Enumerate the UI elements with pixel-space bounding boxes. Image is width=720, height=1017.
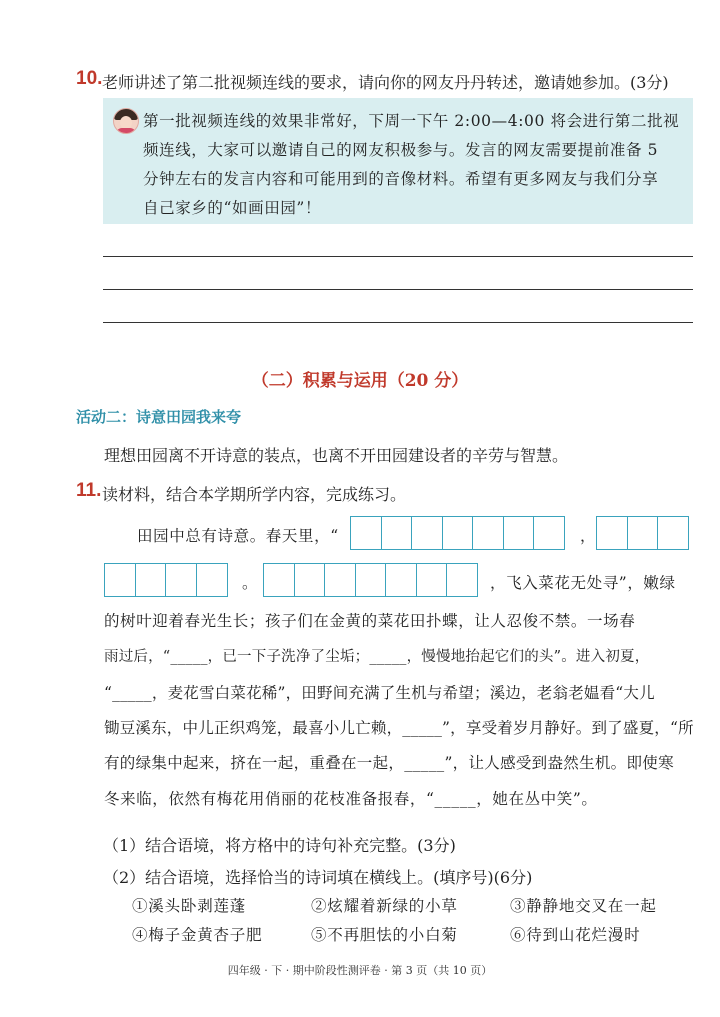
option-1: ①溪头卧剥莲蓬 bbox=[132, 897, 247, 915]
activity-title: 活动二：诗意田园我来夸 bbox=[76, 409, 242, 426]
sub-question-2: （2）结合语境，选择恰当的诗词填在横线上。(填序号)(6分) bbox=[103, 868, 533, 887]
poem-box[interactable] bbox=[503, 516, 535, 550]
poem-box[interactable] bbox=[533, 516, 565, 550]
passage-line-7: 有的绿集中起来，挤在一起，重叠在一起，_____”，让人感受到盎然生机。即使寒 bbox=[104, 754, 674, 772]
poem-box[interactable] bbox=[135, 563, 167, 597]
poem-box-group-1[interactable] bbox=[350, 516, 564, 550]
poem-box[interactable] bbox=[627, 516, 659, 550]
question-10-number: 10. bbox=[76, 68, 103, 89]
section-intro: 理想田园离不开诗意的装点，也离不开田园建设者的辛劳与智慧。 bbox=[104, 446, 569, 465]
poem-box[interactable] bbox=[416, 563, 448, 597]
poem-box[interactable] bbox=[411, 516, 443, 550]
message-line-1: 第一批视频连线的效果非常好，下周一下午 2:00—4:00 将会进行第二批视 bbox=[143, 112, 680, 130]
poem-box[interactable] bbox=[324, 563, 356, 597]
poem-box[interactable] bbox=[385, 563, 417, 597]
poem-box[interactable] bbox=[196, 563, 228, 597]
poem-box[interactable] bbox=[165, 563, 197, 597]
poem-box[interactable] bbox=[381, 516, 413, 550]
passage-line-8: 冬来临，依然有梅花用俏丽的花枝准备报春，“_____，她在丛中笑”。 bbox=[104, 790, 598, 808]
message-line-4: 自己家乡的“如画田园”！ bbox=[143, 199, 322, 217]
message-line-2: 频连线，大家可以邀请自己的网友积极参与。发言的网友需要提前准备 5 bbox=[143, 141, 659, 159]
passage-line-1-comma: ， bbox=[580, 527, 597, 545]
poem-box[interactable] bbox=[104, 563, 136, 597]
poem-box[interactable] bbox=[294, 563, 326, 597]
option-5: ⑤不再胆怯的小白菊 bbox=[311, 926, 458, 944]
teacher-avatar-icon bbox=[113, 108, 139, 134]
option-2: ②炫耀着新绿的小草 bbox=[311, 897, 458, 915]
passage-line-2-period: 。 bbox=[242, 574, 259, 592]
poem-box-group-3[interactable] bbox=[104, 563, 226, 597]
answer-line-2[interactable] bbox=[103, 289, 693, 290]
option-3: ③静静地交叉在一起 bbox=[510, 897, 657, 915]
passage-line-6: 锄豆溪东，中儿正织鸡笼，最喜小儿亡赖，_____”，享受着岁月静好。到了盛夏，“所 bbox=[104, 719, 694, 737]
message-line-3: 分钟左右的发言内容和可能用到的音像材料。希望有更多网友与我们分享 bbox=[143, 170, 659, 188]
poem-box[interactable] bbox=[263, 563, 295, 597]
question-10-text: 老师讲述了第二批视频连线的要求，请向你的网友丹丹转述，邀请她参加。(3分) bbox=[102, 73, 669, 92]
passage-line-4: 雨过后，“_____，已一下子洗净了尘垢；_____，慢慢地抬起它们的头”。进入初夏， bbox=[104, 649, 650, 665]
passage-line-2-end: ，飞入菜花无处寻”，嫩绿 bbox=[490, 574, 676, 592]
option-6: ⑥待到山花烂漫时 bbox=[510, 926, 641, 944]
sub-question-1: （1）结合语境，将方格中的诗句补充完整。(3分) bbox=[103, 836, 456, 855]
question-11-text: 读材料，结合本学期所学内容，完成练习。 bbox=[102, 485, 407, 504]
option-4: ④梅子金黄杏子肥 bbox=[132, 926, 263, 944]
passage-line-5: “_____，麦花雪白菜花稀”，田野间充满了生机与希望；溪边，老翁老媪看“大儿 bbox=[104, 684, 655, 702]
poem-box[interactable] bbox=[596, 516, 628, 550]
poem-box[interactable] bbox=[355, 563, 387, 597]
poem-box-group-2[interactable] bbox=[596, 516, 688, 550]
section-title: （二）积累与运用（20 分） bbox=[251, 371, 469, 391]
poem-box[interactable] bbox=[350, 516, 382, 550]
question-11-number: 11. bbox=[76, 480, 102, 501]
message-box bbox=[103, 98, 693, 224]
poem-box[interactable] bbox=[442, 516, 474, 550]
answer-line-3[interactable] bbox=[103, 322, 693, 323]
poem-box[interactable] bbox=[472, 516, 504, 550]
passage-line-3: 的树叶迎着春光生长；孩子们在金黄的菜花田扑蝶，让人忍俊不禁。一场春 bbox=[104, 612, 636, 630]
page-footer: 四年级 · 下 · 期中阶段性测评卷 · 第 3 页（共 10 页） bbox=[227, 964, 493, 977]
poem-box[interactable] bbox=[657, 516, 689, 550]
poem-box[interactable] bbox=[446, 563, 478, 597]
answer-line-1[interactable] bbox=[103, 256, 693, 257]
passage-line-1-start: 田园中总有诗意。春天里，“ bbox=[137, 527, 339, 545]
poem-box-group-4[interactable] bbox=[263, 563, 477, 597]
